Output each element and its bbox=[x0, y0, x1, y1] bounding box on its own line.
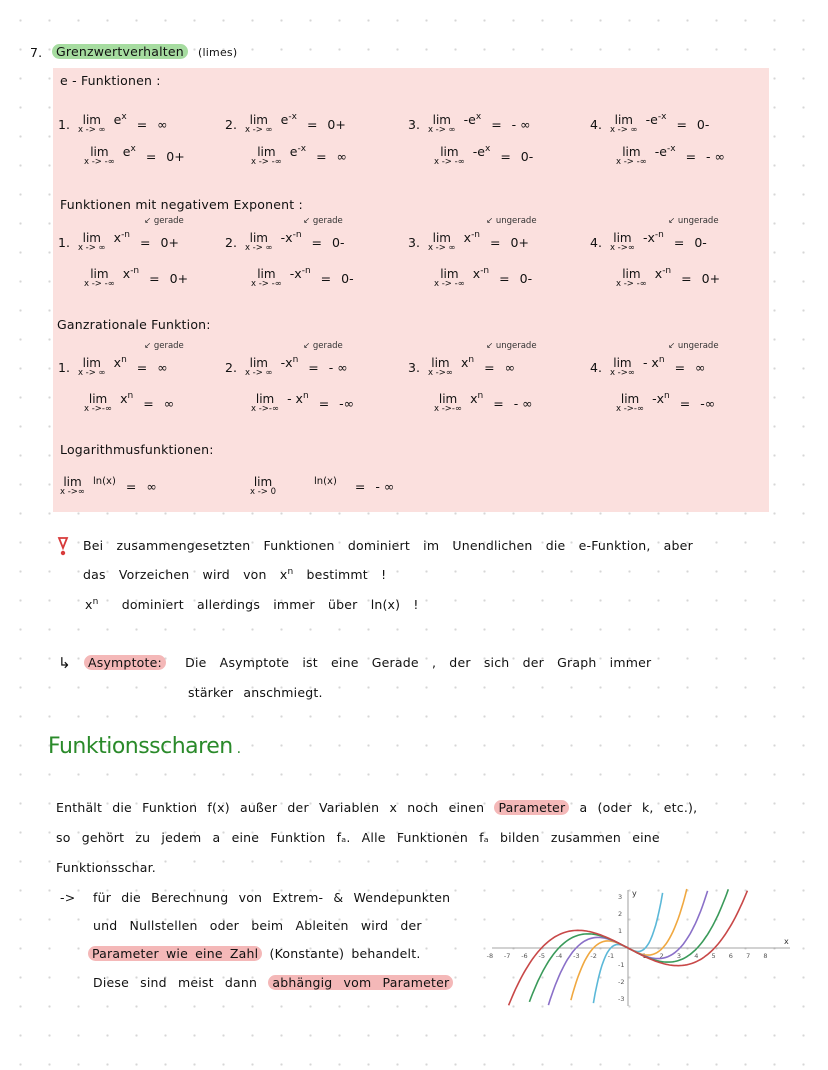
limit-result: ∞ bbox=[695, 359, 706, 375]
warning-n: n bbox=[287, 567, 294, 577]
limit-func-base: -e bbox=[654, 143, 667, 159]
limit-func-base: -e bbox=[645, 111, 658, 127]
limit-function bbox=[123, 144, 136, 159]
x-tick-label: 1 bbox=[642, 952, 647, 960]
warning-x-2: x bbox=[85, 597, 93, 613]
limit-number: 3. bbox=[408, 234, 420, 250]
scharen-bullet-1: für die Berechnung von Extrem- & Wendepunkten bbox=[93, 890, 451, 905]
x-tick-label: -4 bbox=[555, 952, 563, 960]
limit-number: 2. bbox=[225, 359, 237, 375]
x-tick-label: 3 bbox=[676, 952, 682, 960]
limit-number: 3. bbox=[408, 359, 420, 375]
limit-result: 0- bbox=[696, 116, 710, 132]
limit-number: 1. bbox=[58, 116, 70, 132]
lim-subscript: x ->-∞ bbox=[616, 404, 645, 414]
lim-operator: lim x ->-∞ bbox=[434, 392, 463, 414]
limit-expression: lim x -> -∞ $-e^{-x}$ = - ∞ bbox=[616, 143, 725, 167]
scharen-p1b: a (oder k, etc.), bbox=[579, 800, 698, 815]
limit-func-exp: -n bbox=[662, 265, 672, 276]
y-tick-label: 3 bbox=[618, 893, 623, 901]
limit-function bbox=[114, 355, 127, 370]
limit-expression: 1. lim x -> ∞ $e^x$ = ∞ bbox=[58, 111, 168, 135]
section-title-highlight: Grenzwertverhalten bbox=[52, 44, 188, 59]
limit-expression: 1. lim x -> ∞ $x^{-n}$ = 0+ bbox=[58, 229, 179, 253]
limit-number: 2. bbox=[225, 234, 237, 250]
log-function: ln(x) bbox=[93, 475, 116, 487]
graph-y-label: y bbox=[632, 889, 637, 898]
lim-operator: lim x -> ∞ bbox=[244, 231, 273, 253]
lim-operator: lim x -> 0 bbox=[250, 475, 277, 497]
limit-function bbox=[290, 266, 311, 281]
limit-result: ∞ bbox=[157, 359, 168, 375]
limit-result: - ∞ bbox=[706, 148, 725, 164]
limit-func-exp: -n bbox=[654, 229, 664, 240]
scharen-zahl-highlight: Parameter wie eine Zahl bbox=[88, 946, 262, 961]
limit-func-base: -x bbox=[280, 354, 293, 370]
limit-result: 0+ bbox=[169, 270, 189, 286]
limit-expression: lim x -> -∞ $x^{-n}$ = 0+ bbox=[616, 265, 721, 289]
lim-subscript: x -> -∞ bbox=[434, 157, 465, 167]
limit-func-base: x bbox=[113, 354, 122, 370]
limit-number: 1. bbox=[58, 359, 70, 375]
limit-function bbox=[473, 144, 491, 159]
log-function: ln(x) bbox=[314, 475, 337, 487]
limit-expression: lim x -> -∞ $e^x$ = 0+ bbox=[84, 143, 185, 167]
warning-line-1: Bei zusammengesetzten Funktionen dominiert im Unendlichen die e-Funktion, aber bbox=[83, 538, 693, 553]
graph-x-label: x bbox=[784, 937, 789, 946]
lim-operator: lim x -> ∞ bbox=[77, 113, 106, 135]
warning-xn bbox=[280, 567, 294, 582]
limit-function bbox=[643, 355, 665, 370]
limit-func-exp: n bbox=[658, 354, 665, 365]
limit-func-base: x bbox=[470, 390, 478, 406]
limit-function bbox=[652, 391, 670, 406]
limit-result: - ∞ bbox=[513, 395, 533, 411]
y-tick-label: -1 bbox=[618, 961, 625, 969]
limit-function bbox=[114, 230, 130, 245]
lim-operator: lim x ->-∞ bbox=[616, 392, 645, 414]
log-limit: lim x ->∞ ln(x) = ∞ bbox=[60, 475, 157, 497]
limit-result: - ∞ bbox=[328, 359, 348, 375]
limit-result: ∞ bbox=[163, 395, 175, 411]
x-tick-label: -6 bbox=[521, 952, 528, 960]
asymptote-line-2: stärker anschmiegt. bbox=[188, 685, 323, 700]
scharen-abhaengig-highlight: abhängig vom Parameter bbox=[268, 975, 453, 990]
parity-note: ↙ ungerade bbox=[486, 216, 537, 226]
lim-subscript: x -> ∞ bbox=[244, 243, 273, 253]
parity-note: ↙ gerade bbox=[144, 216, 184, 226]
limit-function bbox=[655, 144, 676, 159]
lim-operator: lim x -> ∞ bbox=[77, 356, 106, 378]
limit-expression: 3. lim x -> ∞ $x^{-n}$ = 0+ bbox=[408, 229, 529, 253]
limit-result: - ∞ bbox=[511, 116, 531, 132]
limit-func-base: e bbox=[289, 143, 298, 159]
limit-func-base: x bbox=[654, 265, 663, 281]
limit-func-base: -x bbox=[289, 265, 302, 281]
limit-result: 0+ bbox=[510, 234, 529, 250]
x-tick-label: 5 bbox=[711, 952, 716, 960]
lim-operator: lim x ->∞ bbox=[60, 475, 86, 497]
x-tick-label: 7 bbox=[746, 952, 751, 960]
limit-function bbox=[470, 391, 483, 406]
limit-func-exp: -n bbox=[471, 229, 481, 240]
limit-func-base: - x bbox=[287, 390, 303, 406]
graph-curve bbox=[529, 889, 728, 1002]
y-tick-label: -2 bbox=[618, 978, 625, 986]
limit-function bbox=[290, 144, 306, 159]
lim-operator: lim x -> -∞ bbox=[84, 145, 115, 167]
scharen-paragraph-2: so gehört zu jedem a eine Funktion fₐ. Alle Funktionen fₐ bilden zusammen eine bbox=[56, 830, 660, 845]
limit-result: 0- bbox=[341, 270, 354, 286]
limit-result: ∞ bbox=[504, 359, 515, 375]
limit-result: 0+ bbox=[160, 234, 179, 250]
funktionsschar-graph bbox=[488, 884, 794, 1008]
limit-function bbox=[123, 266, 139, 281]
warning-line-2 bbox=[83, 567, 386, 582]
limit-result: 0- bbox=[332, 234, 345, 250]
limit-result: 0+ bbox=[701, 270, 721, 286]
limit-func-base: e bbox=[113, 111, 122, 127]
limit-function bbox=[643, 230, 664, 245]
limit-expression: 4. lim x ->∞ - $x^n$ = ∞ bbox=[590, 354, 706, 378]
limit-func-exp: x bbox=[484, 143, 491, 154]
limit-func-exp: x bbox=[121, 111, 127, 122]
parity-note: ↙ ungerade bbox=[486, 341, 537, 351]
limit-func-base: -x bbox=[280, 229, 293, 245]
scharen-p1a: Enthält die Funktion f(x) außer der Variablen x noch einen bbox=[56, 800, 485, 815]
section-subtitle: (limes) bbox=[198, 46, 238, 59]
limit-number: 2. bbox=[225, 116, 237, 132]
warning-line-2b: bestimmt ! bbox=[306, 567, 387, 583]
limit-expression: 3. lim x -> ∞ $-e^x$ = - ∞ bbox=[408, 111, 531, 135]
graph-curve bbox=[571, 889, 687, 1000]
limit-expression: lim x ->-∞ $x^n$ = - ∞ bbox=[434, 390, 533, 414]
limit-func-base: x bbox=[120, 390, 128, 406]
lim-subscript: x ->-∞ bbox=[84, 404, 113, 414]
lim-subscript: x -> ∞ bbox=[77, 125, 106, 135]
lim-operator: lim x -> ∞ bbox=[244, 113, 273, 135]
lim-operator: lim x -> ∞ bbox=[609, 113, 638, 135]
limit-function bbox=[281, 230, 302, 245]
limit-result: 0+ bbox=[327, 116, 346, 132]
limit-expression: lim x ->-∞ - $x^n$ = -∞ bbox=[251, 390, 355, 414]
section-number: 7. bbox=[30, 45, 43, 60]
lim-subscript: x -> ∞ bbox=[427, 243, 456, 253]
lim-operator: lim x -> -∞ bbox=[251, 145, 282, 167]
limit-func-exp: -x bbox=[666, 143, 676, 154]
log-result: ∞ bbox=[146, 478, 157, 494]
lim-subscript: x -> ∞ bbox=[244, 368, 273, 378]
lim-operator: lim x ->∞ bbox=[609, 356, 635, 378]
lim-operator: lim x -> ∞ bbox=[427, 231, 456, 253]
lim-operator: lim x ->-∞ bbox=[84, 392, 113, 414]
limit-func-exp: -x bbox=[288, 111, 297, 122]
limit-expression: lim x ->-∞ $-x^n$ = -∞ bbox=[616, 390, 716, 414]
asymptote-text-1: Die Asymptote ist eine Gerade , der sich der Graph immer bbox=[185, 655, 652, 670]
limit-func-exp: -x bbox=[657, 111, 667, 122]
limit-func-exp: -x bbox=[297, 143, 307, 154]
asymptote-arrow-icon: ↳ bbox=[58, 654, 71, 672]
limit-function bbox=[281, 355, 299, 370]
lim-subscript: x ->∞ bbox=[60, 487, 86, 497]
scharen-paragraph-1 bbox=[56, 800, 697, 815]
limit-result: 0+ bbox=[166, 148, 185, 164]
y-tick-label: -3 bbox=[618, 995, 625, 1003]
lim-subscript: x -> -∞ bbox=[251, 157, 282, 167]
limit-expression: lim x -> -∞ $-e^x$ = 0- bbox=[434, 143, 534, 167]
limit-func-exp: x bbox=[475, 111, 482, 122]
limit-func-exp: n bbox=[468, 354, 475, 365]
limit-func-exp: n bbox=[477, 390, 484, 401]
scharen-parameter-highlight: Parameter bbox=[494, 800, 569, 815]
x-tick-label: 8 bbox=[763, 952, 768, 960]
y-tick-label: 2 bbox=[618, 910, 623, 918]
limit-result: -∞ bbox=[700, 395, 716, 411]
parity-note: ↙ gerade bbox=[144, 341, 184, 351]
lim-operator: lim x -> -∞ bbox=[434, 267, 465, 289]
lim-subscript: x -> -∞ bbox=[616, 157, 647, 167]
lim-subscript: x ->∞ bbox=[609, 243, 635, 253]
ganzrational-heading: Ganzrationale Funktion: bbox=[57, 317, 211, 332]
parity-note: ↙ gerade bbox=[303, 216, 343, 226]
limit-func-base: x bbox=[463, 229, 472, 245]
limit-func-exp: -n bbox=[301, 265, 311, 276]
limit-function bbox=[464, 112, 482, 127]
limit-func-base: -x bbox=[652, 390, 664, 406]
parity-note: ↙ ungerade bbox=[668, 341, 719, 351]
lim-subscript: x -> ∞ bbox=[427, 125, 456, 135]
limit-function bbox=[655, 266, 671, 281]
log-heading: Logarithmusfunktionen: bbox=[60, 442, 214, 457]
warning-line-3 bbox=[85, 597, 419, 612]
limit-func-exp: n bbox=[292, 354, 299, 365]
limit-func-exp: n bbox=[302, 390, 309, 401]
warning-x: x bbox=[279, 567, 288, 583]
limit-func-base: x bbox=[113, 229, 122, 245]
lim-subscript: x -> -∞ bbox=[84, 157, 115, 167]
limit-expression: lim x -> -∞ $-x^{-n}$ = 0- bbox=[251, 265, 354, 289]
limit-function bbox=[120, 391, 133, 406]
limit-func-base: - x bbox=[642, 354, 659, 370]
scharen-paragraph-3: Funktionsschar. bbox=[56, 860, 156, 875]
lim-subscript: x -> ∞ bbox=[77, 243, 106, 253]
limit-result: 0- bbox=[694, 234, 707, 250]
x-tick-label: 2 bbox=[659, 952, 664, 960]
lim-operator: lim x -> ∞ bbox=[427, 113, 456, 135]
limit-result: -∞ bbox=[339, 395, 355, 411]
limit-func-exp: n bbox=[121, 354, 127, 365]
warning-line-2a: das Vorzeichen wird von bbox=[83, 567, 267, 583]
limit-number: 4. bbox=[590, 359, 602, 375]
scharen-b4a: Diese sind meist dann bbox=[93, 975, 258, 990]
limit-expression: 2. lim x -> ∞ $-x^{-n}$ = 0- bbox=[225, 229, 345, 253]
e-funcs-heading: e - Funktionen : bbox=[60, 73, 161, 88]
limit-number: 3. bbox=[408, 116, 420, 132]
limit-result: 0- bbox=[519, 270, 533, 286]
limit-function bbox=[281, 112, 297, 127]
asymptote-line-1 bbox=[84, 655, 651, 670]
limit-func-base: x bbox=[472, 265, 481, 281]
x-tick-label: -7 bbox=[503, 952, 511, 960]
warning-icon bbox=[58, 537, 68, 557]
limit-expression: lim x ->-∞ $x^n$ = ∞ bbox=[84, 390, 175, 414]
lim-operator: lim x -> -∞ bbox=[616, 267, 647, 289]
lim-operator: lim x -> -∞ bbox=[616, 145, 647, 167]
limit-expression: 4. lim x ->∞ $-x^{-n}$ = 0- bbox=[590, 229, 707, 253]
lim-operator: lim x -> ∞ bbox=[77, 231, 106, 253]
x-tick-label: -2 bbox=[590, 952, 597, 960]
lim-operator: lim x -> -∞ bbox=[434, 145, 465, 167]
limit-number: 4. bbox=[590, 116, 602, 132]
lim-subscript: x -> ∞ bbox=[609, 125, 638, 135]
limit-expression: lim x -> -∞ $x^{-n}$ = 0- bbox=[434, 265, 533, 289]
limit-func-base: e bbox=[122, 143, 131, 159]
limit-expression: 2. lim x -> ∞ $e^{-x}$ = 0+ bbox=[225, 111, 346, 135]
lim-subscript: x -> ∞ bbox=[244, 125, 273, 135]
limit-expression: 1. lim x -> ∞ $x^n$ = ∞ bbox=[58, 354, 168, 378]
limit-func-exp: -n bbox=[292, 229, 302, 240]
section-title bbox=[52, 44, 237, 59]
limit-func-exp: n bbox=[664, 390, 670, 401]
limit-expression: 4. lim x -> ∞ $-e^{-x}$ = 0- bbox=[590, 111, 710, 135]
lim-subscript: x -> 0 bbox=[250, 487, 277, 497]
lim-subscript: x ->∞ bbox=[427, 368, 453, 378]
limit-function bbox=[461, 355, 474, 370]
parity-note: ↙ ungerade bbox=[668, 216, 719, 226]
limit-result: 0- bbox=[520, 148, 534, 164]
x-tick-label: -5 bbox=[538, 952, 545, 960]
scharen-title: Funktionsscharen . bbox=[48, 734, 241, 759]
lim-subscript: x -> ∞ bbox=[77, 368, 106, 378]
log-result: - ∞ bbox=[375, 478, 395, 494]
scharen-bullet-3 bbox=[88, 946, 421, 961]
x-tick-label: 4 bbox=[694, 952, 699, 960]
limit-func-base: e bbox=[280, 111, 289, 127]
parity-note: ↙ gerade bbox=[303, 341, 343, 351]
x-tick-label: -3 bbox=[573, 952, 580, 960]
limit-expression: 2. lim x -> ∞ $-x^n$ = - ∞ bbox=[225, 354, 348, 378]
scharen-bullet-arrow-icon: -> bbox=[60, 890, 76, 905]
limit-function bbox=[473, 266, 489, 281]
limit-func-exp: -n bbox=[130, 265, 140, 276]
scharen-b3b: (Konstante) behandelt. bbox=[269, 946, 421, 961]
asymptote-label: Asymptote: bbox=[84, 655, 166, 670]
x-tick-label: 6 bbox=[728, 952, 733, 960]
lim-subscript: x -> -∞ bbox=[84, 279, 115, 289]
limit-expression: 3. lim x ->∞ $x^n$ = ∞ bbox=[408, 354, 515, 378]
scharen-bullet-2: und Nullstellen oder beim Ableiten wird der bbox=[93, 918, 422, 933]
limit-function bbox=[287, 391, 309, 406]
lim-operator: lim x ->∞ bbox=[609, 231, 635, 253]
lim-subscript: x -> -∞ bbox=[251, 279, 282, 289]
lim-operator: lim x -> ∞ bbox=[244, 356, 273, 378]
limit-number: 4. bbox=[590, 234, 602, 250]
limit-func-exp: n bbox=[127, 390, 134, 401]
limit-func-base: -e bbox=[463, 111, 476, 127]
lim-subscript: x -> -∞ bbox=[434, 279, 465, 289]
neg-exp-heading: Funktionen mit negativem Exponent : bbox=[60, 197, 303, 212]
warning-line-3-text: dominiert allerdings immer über ln(x) ! bbox=[121, 597, 419, 613]
limit-func-base: x bbox=[122, 265, 131, 281]
lim-subscript: x ->-∞ bbox=[251, 404, 280, 414]
lim-operator: lim x -> -∞ bbox=[84, 267, 115, 289]
limit-func-exp: -n bbox=[121, 229, 131, 240]
limit-expression: lim x -> -∞ $e^{-x}$ = ∞ bbox=[251, 143, 347, 167]
warning-n-2: n bbox=[92, 597, 99, 607]
limit-function bbox=[646, 112, 667, 127]
limit-function bbox=[464, 230, 480, 245]
lim-operator: lim x -> -∞ bbox=[251, 267, 282, 289]
warning-xn-2 bbox=[85, 597, 99, 612]
x-tick-label: -8 bbox=[486, 952, 494, 960]
scharen-bullet-4 bbox=[93, 975, 453, 990]
limit-result: ∞ bbox=[157, 116, 168, 132]
lim-operator: lim x ->-∞ bbox=[251, 392, 280, 414]
lim-subscript: x -> -∞ bbox=[616, 279, 647, 289]
y-tick-label: 1 bbox=[618, 927, 623, 935]
limit-result: ∞ bbox=[336, 148, 347, 164]
x-tick-label: -1 bbox=[607, 952, 615, 960]
limit-number: 1. bbox=[58, 234, 70, 250]
limit-function bbox=[114, 112, 127, 127]
scharen-title-text: Funktionsscharen bbox=[48, 734, 233, 759]
limit-func-base: x bbox=[460, 354, 469, 370]
limit-func-base: -e bbox=[472, 143, 485, 159]
lim-operator: lim x ->∞ bbox=[427, 356, 453, 378]
log-limit: lim x -> 0 ln(x) = - ∞ bbox=[250, 475, 395, 497]
limit-func-exp: x bbox=[130, 143, 136, 154]
lim-subscript: x ->-∞ bbox=[434, 404, 463, 414]
limit-func-exp: -n bbox=[480, 265, 490, 276]
limit-func-base: -x bbox=[642, 229, 655, 245]
lim-subscript: x ->∞ bbox=[609, 368, 635, 378]
limit-expression: lim x -> -∞ $x^{-n}$ = 0+ bbox=[84, 265, 189, 289]
